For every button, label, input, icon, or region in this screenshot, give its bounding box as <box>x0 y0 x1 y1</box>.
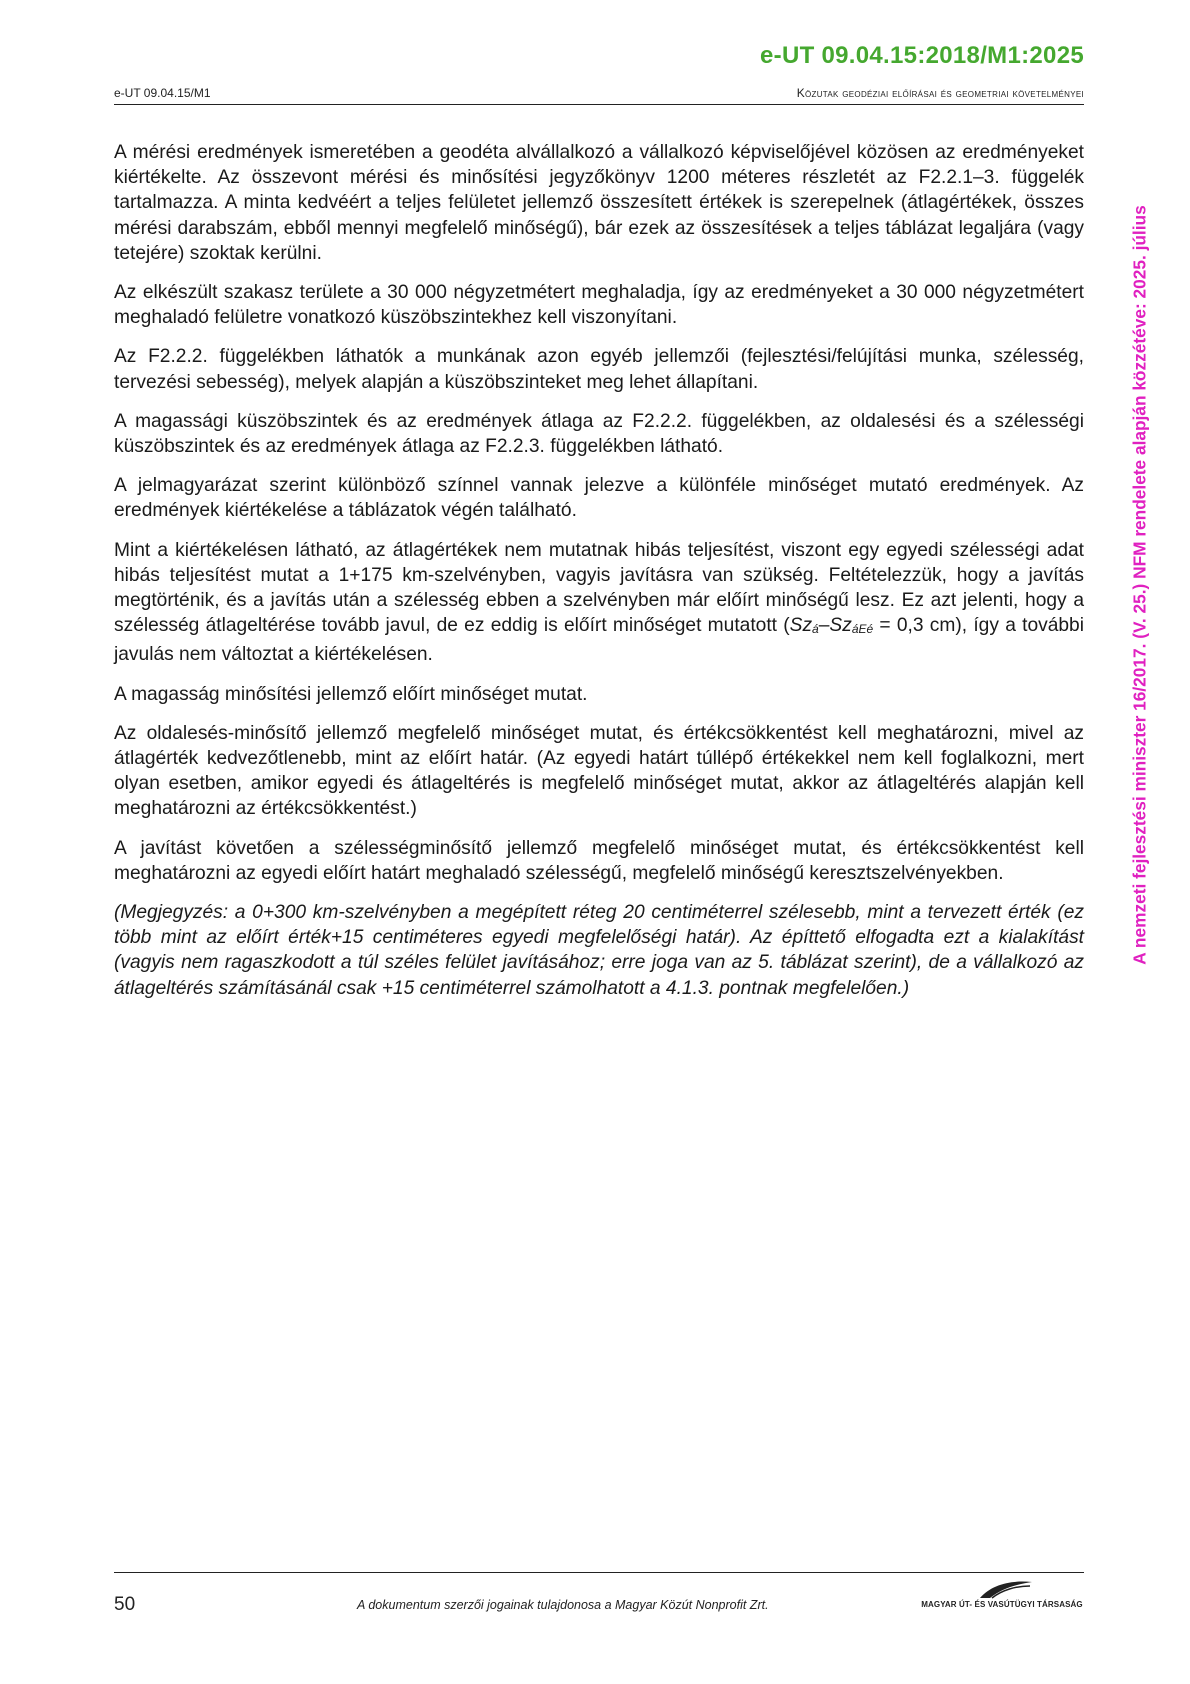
paragraph-1: A mérési eredmények ismeretében a geodéta alvállalkozó a vállalkozó képviselőjével közösen az eredményeket kiértékelte. Az összevont mérési és minősítési jegyzőkönyv 1200 méteres részletét az F2.2.1–3. függelék tartalmazza. A minta kedvéért a teljes felületet jellemző összesített értékek is szerepelnek (átlagértékek, összes mérési darabszám, ebből mennyi megfelelő minőségű), bár ezek az összesítések a teljes táblázat legaljára (vagy tetejére) szoktak kerülni. <box>114 142 1084 264</box>
paragraph-8: Az oldalesés-minősítő jellemző megfelelő minőséget mutat, és értékcsökkentést kell meghatározni, mivel az átlagérték kedvezőtlenebb, mint az előírt határ. (Az egyedi határt túllépő értékekkel nem kell foglalkozni, mert olyan esetben, amikor egyedi és átlageltérés is megfelelő minőséget mutat, akkor az átlageltérés alapján kell meghatározni az értékcsökkentést.) <box>114 722 1084 820</box>
header-section-title: Közutak geodéziai előírásai és geometriai követelményei <box>796 86 1084 100</box>
document-code: e-UT 09.04.15:2018/M1:2025 <box>760 42 1084 69</box>
formula-symbol-2: Sz <box>829 615 852 637</box>
formula-dash: – <box>818 615 830 637</box>
header-standard-id: e-UT 09.04.15/M1 <box>114 86 211 100</box>
formula-subscript-2: áEé <box>851 622 874 637</box>
formula-symbol-1: Sz <box>789 615 813 637</box>
paragraph-5: A jelmagyarázat szerint különböző színnel vannak jelezve a különféle minőséget mutató eredmények. Az eredmények kiértékelése a táblázatok végén található. <box>114 475 1084 522</box>
publication-side-note: A nemzeti fejlesztési miniszter 16/2017. (V. 25.) NFM rendelete alapján közzétéve: 2025. július <box>1129 205 1150 965</box>
formula-subscript-1: á <box>812 622 819 637</box>
paragraph-2: Az elkészült szakasz területe a 30 000 négyzetmétert meghaladja, így az eredményeket a 30 000 négyzetmétert meghaladó felületre vonatkozó küszöbszintekhez kell viszonyítani. <box>114 282 1084 329</box>
paragraph-9: A javítást követően a szélességminősítő jellemző megfelelő minőséget mutat, és értékcsökkentést kell meghatározni az egyedi előírt határt meghaladó szélességű, megfelelő minőségű keresztszelvényekben. <box>114 837 1084 884</box>
header-divider <box>114 104 1084 105</box>
document-body <box>114 140 1084 1015</box>
paragraph-7: A magasság minősítési jellemző előírt minőséget mutat. <box>114 683 588 705</box>
copyright-notice: A dokumentum szerzői jogainak tulajdonosa a Magyar Közút Nonprofit Zrt. <box>357 1598 769 1612</box>
paragraph-3: Az F2.2.2. függelékben láthatók a munkának azon egyéb jellemzői (fejlesztési/felújítási munka, szélesség, tervezési sebesség), melyek alapján a küszöbszinteket meg lehet állapítani. <box>114 346 1084 393</box>
paragraph-6 <box>114 538 1084 668</box>
logo-text: MAGYAR ÚT- ÉS VASÚTÜGYI TÁRSASÁG <box>921 1600 1083 1609</box>
society-logo <box>918 1578 1086 1618</box>
road-swoosh-icon <box>978 1578 1034 1600</box>
paragraph-6-text-before: Mint a kiértékelésen látható, az átlagértékek nem mutatnak hibás teljesítést, viszont egy egyedi szélességi adat hibás teljesítést mutat a 1+175 km-szelvényben, vagyis javításra van szükség. Feltételezzük, hogy a javítás megtörténik, és a javítás után a szélesség ebben a szelvényben már előírt minőségű lesz. Ez azt jelenti, hogy a szélesség átlageltérése tovább javul, de ez eddig is előírt minőséget mutatott ( <box>114 539 1084 637</box>
paragraph-6-text-after: = 0,3 cm), így a további javulás nem változtat a kiértékelésen. <box>114 615 1084 666</box>
footer-divider <box>114 1572 1084 1573</box>
paragraph-4: A magassági küszöbszintek és az eredmények átlaga az F2.2.2. függelékben, az oldalesési és a szélességi küszöbszintek és az eredmények átlaga az F2.2.3. függelékben látható. <box>114 410 1084 458</box>
page-number: 50 <box>114 1594 136 1615</box>
note-paragraph: (Megjegyzés: a 0+300 km-szelvényben a megépített réteg 20 centiméterrel szélesebb, mint a tervezett érték (ez több mint az előírt érték+15 centiméteres egyedi megfelelőségi határ). Az építtető elfogadta ezt a kialakítást (vagyis nem ragaszkodott a túl széles felület javításához; erre joga van az 5. táblázat szerint), de a vállalkozó az átlageltérés számításánál csak +15 centiméterrel számolhatott a 4.1.3. pontnak megfelelően.) <box>114 902 1084 999</box>
